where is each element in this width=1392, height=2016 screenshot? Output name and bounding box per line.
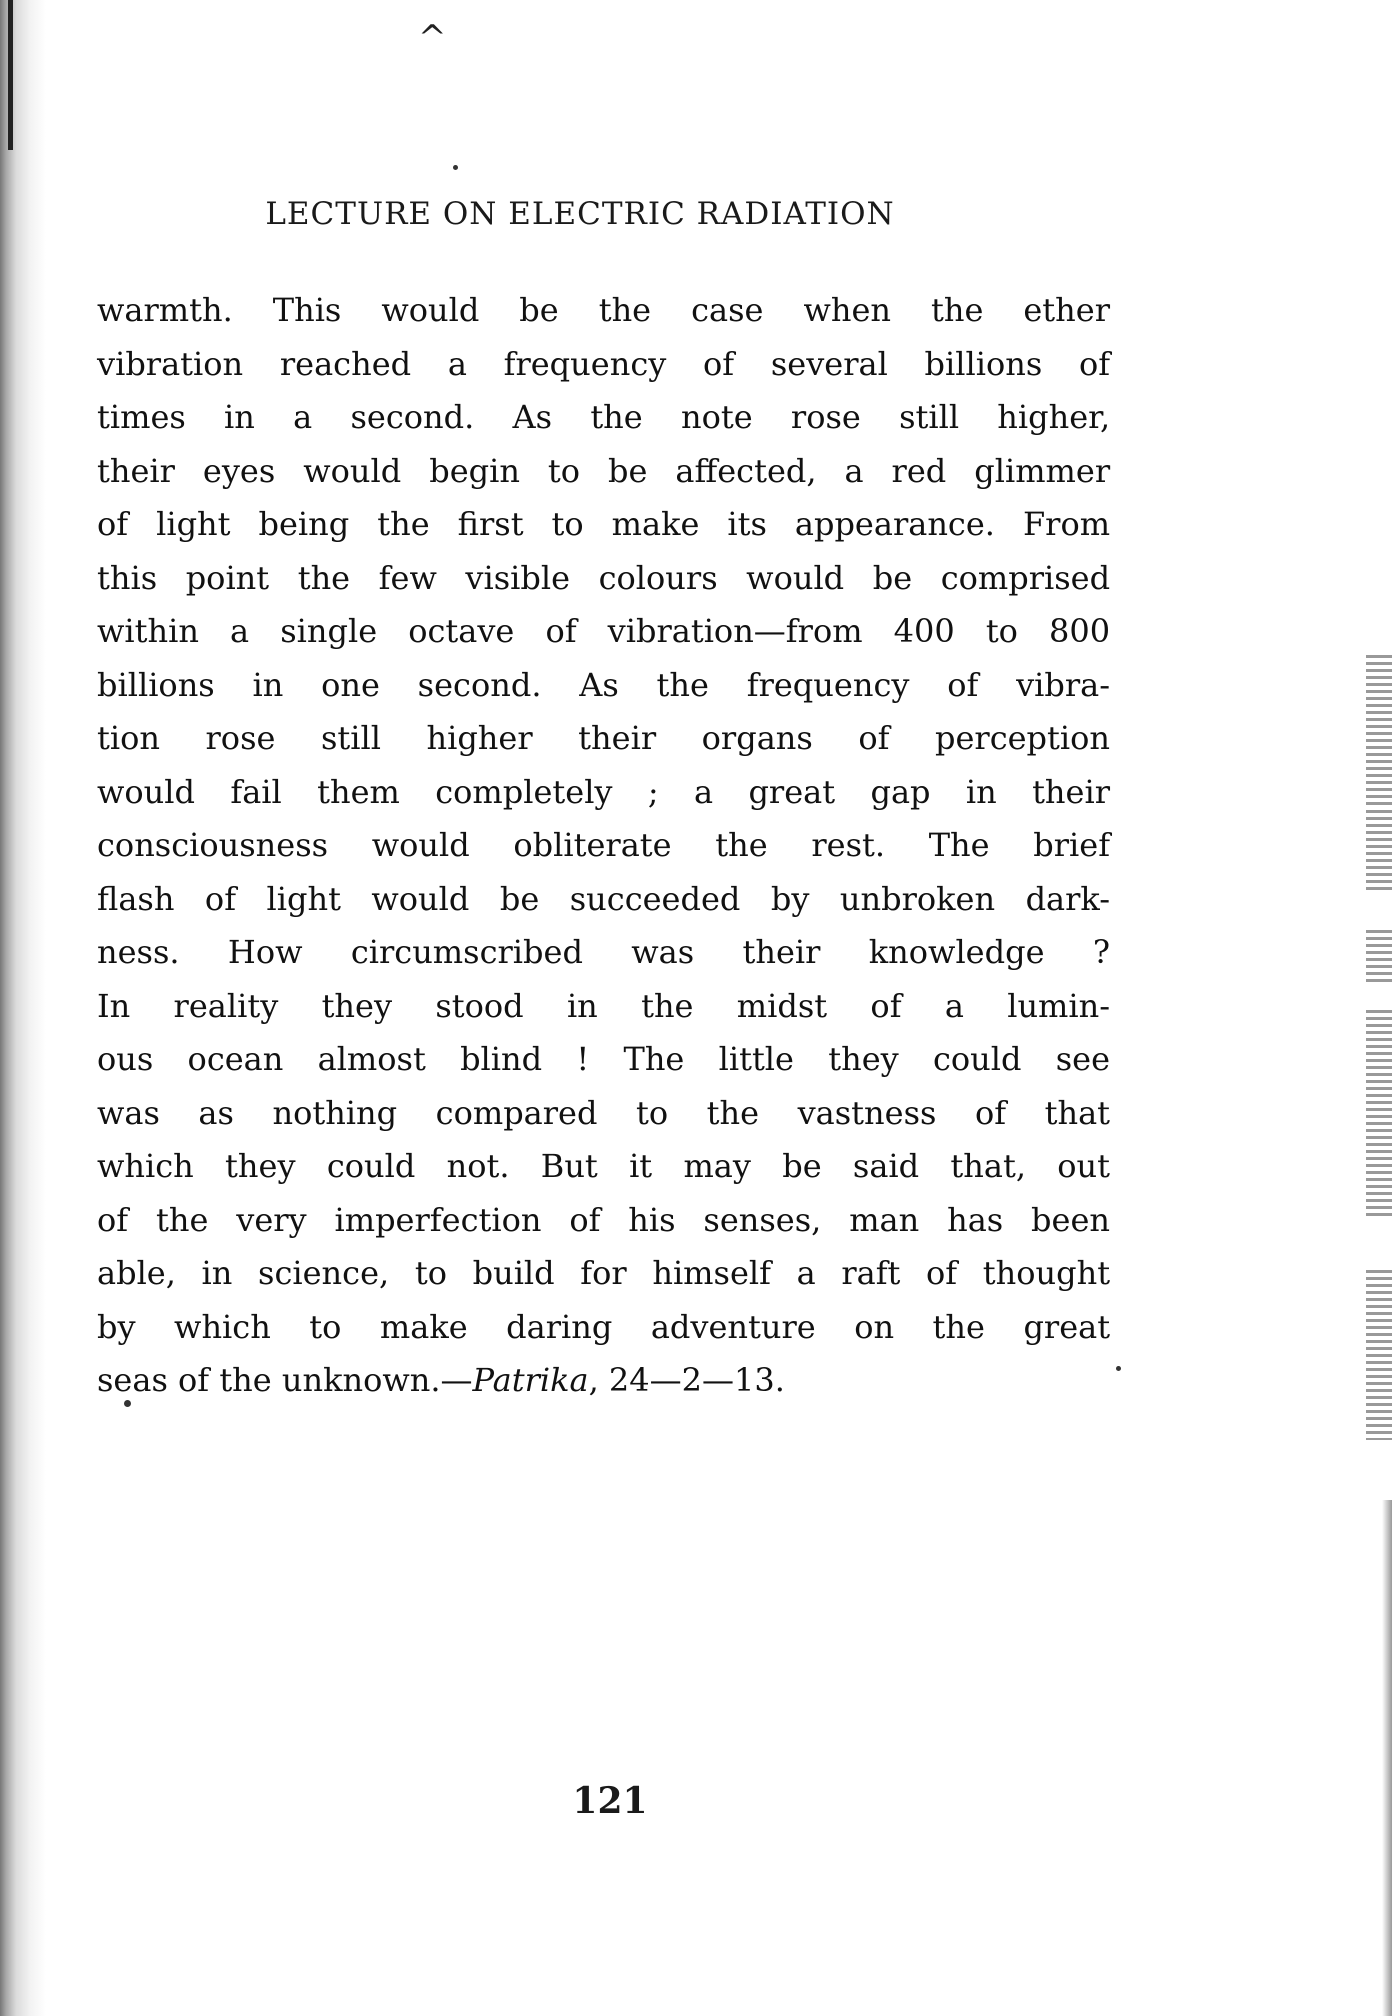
final-line-text: seas of the unknown.— [97, 1361, 473, 1399]
page-edge-shadow [1382, 1500, 1392, 2016]
page-spine-shadow [0, 0, 46, 2016]
page-number: 121 [572, 1780, 648, 1822]
text-line: able, in science, to build for himself a raft of thought [97, 1254, 1111, 1292]
page-spine-line [8, 0, 13, 150]
text-line: would fail them completely ; a great gap in their [97, 772, 1110, 811]
bleed-through-mark [1366, 810, 1392, 890]
text-line: this point the few visible colours would be comprised [97, 558, 1111, 597]
text-line: tion rose still higher their organs of perception [97, 719, 1110, 757]
citation-date: , 24—2—13. [588, 1361, 785, 1399]
text-line: by which to make daring adventure on the great [97, 1307, 1111, 1346]
text-line: consciousness would obliterate the rest. The brief [97, 826, 1111, 864]
scan-speck [453, 165, 458, 170]
text-line: ness. How circumscribed was their knowledge ? [97, 933, 1111, 971]
text-line: flash of light would be succeeded by unbroken dark- [97, 879, 1111, 918]
running-head: LECTURE ON ELECTRIC RADIATION [265, 196, 895, 232]
margin-mark: ^ [418, 18, 447, 58]
text-line: of light being the first to make its appearance. From [97, 505, 1111, 543]
text-line: In reality they stood in the midst of a lumin- [97, 986, 1111, 1025]
text-line: was as nothing compared to the vastness of that [97, 1093, 1110, 1132]
text-line: within a single octave of vibration—from 400 to 800 [97, 612, 1111, 650]
bleed-through-mark [1366, 930, 1392, 985]
text-line-final [97, 1354, 1110, 1408]
bleed-through-mark [1366, 1010, 1392, 1220]
bleed-through-mark [1366, 1270, 1392, 1440]
text-line: which they could not. But it may be said that, out [97, 1147, 1111, 1185]
text-line: vibration reached a frequency of several billions of [97, 344, 1111, 383]
text-line: their eyes would begin to be affected, a red glimmer [97, 451, 1111, 490]
text-line: times in a second. As the note rose still higher, [97, 398, 1111, 436]
text-line: ous ocean almost blind ! The little they could see [97, 1040, 1111, 1078]
text-line: billions in one second. As the frequency of vibra- [97, 665, 1111, 704]
scan-speck [1116, 1366, 1121, 1371]
citation-source: Patrika [472, 1361, 589, 1399]
bleed-through-mark [1366, 655, 1392, 805]
text-line: warmth. This would be the case when the ether [97, 291, 1110, 329]
body-paragraph [97, 284, 1110, 1408]
text-line: of the very imperfection of his senses, man has been [97, 1200, 1111, 1239]
